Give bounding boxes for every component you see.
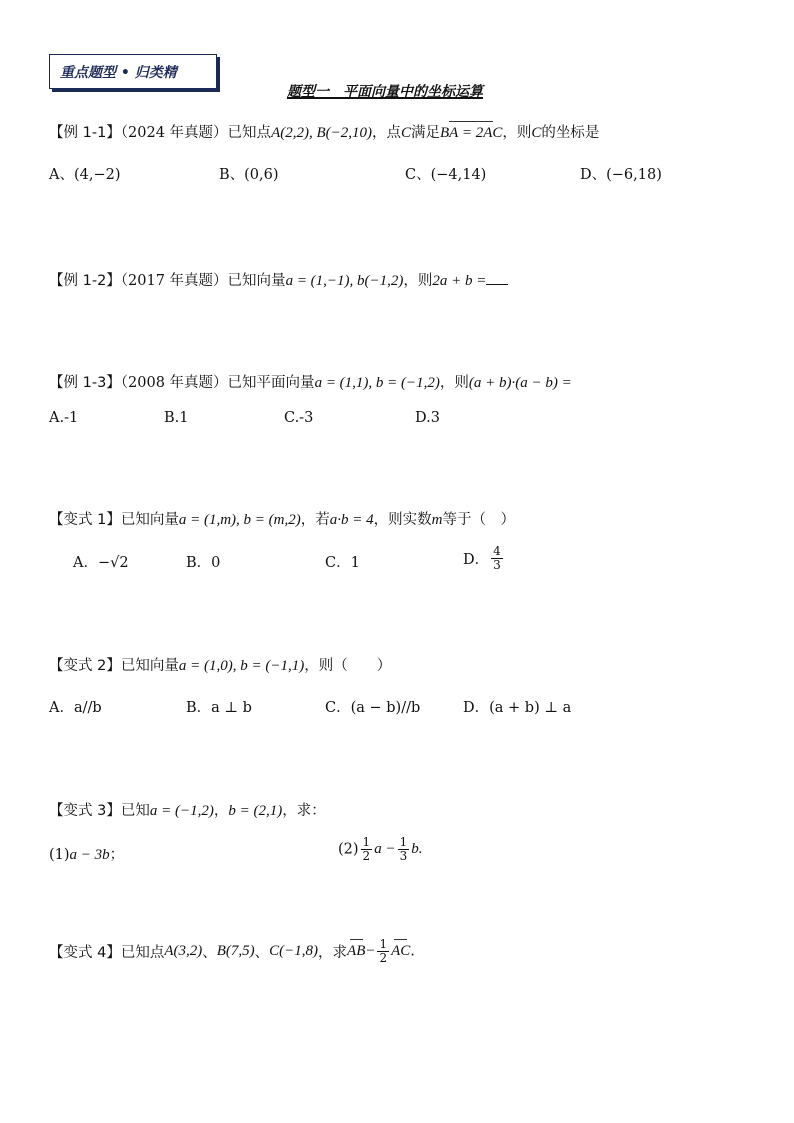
math-points: A(2,2), B(−2,10)	[271, 125, 372, 141]
vector-ac: AC	[391, 943, 411, 959]
option-a: A．a//b	[49, 700, 102, 716]
part-2	[338, 836, 422, 863]
fraction-denominator: 2	[362, 849, 371, 863]
option-a: A、(4,−2)	[49, 167, 121, 183]
question-label: 【变式 3】	[49, 803, 121, 819]
option-b: B．a ⊥ b	[186, 700, 252, 716]
fraction	[398, 836, 410, 863]
question-text: 、	[202, 945, 217, 961]
question-prefix: 已知	[120, 803, 150, 819]
option-c: C．1	[325, 555, 360, 571]
math-expression: a − 3b	[69, 847, 110, 863]
variant-2	[49, 654, 391, 675]
option-b: B、(0,6)	[219, 167, 279, 183]
question-prefix: （2008 年真题）已知平面向量	[120, 375, 315, 391]
question-label: 【变式 2】	[49, 658, 121, 674]
question-label: 【例 1-3】	[49, 375, 121, 391]
fraction-denominator: 2	[379, 951, 388, 965]
section-tag-box	[49, 54, 217, 89]
option-c: C、(−4,14)	[405, 167, 487, 183]
question-label: 【变式 1】	[49, 512, 121, 528]
question-text: 等于（ ）	[442, 512, 515, 528]
question-text: 、	[254, 945, 270, 961]
fraction	[377, 938, 389, 965]
math-operator: −	[365, 943, 376, 959]
question-text: 的坐标是	[541, 125, 600, 141]
option-d: D.3	[415, 410, 440, 426]
option-c: C．(a − b)//b	[325, 700, 421, 716]
option-b: B.1	[164, 410, 189, 426]
question-text: 满足	[411, 125, 441, 141]
vector-equation: BA = 2AC	[440, 125, 503, 141]
fraction-numerator: 1	[379, 937, 388, 951]
section-title: 题型一 平面向量中的坐标运算	[287, 84, 483, 100]
vector-ab: AB	[347, 943, 366, 959]
option-d	[463, 545, 505, 572]
math-vectors: a = (1,0), b = (−1,1)	[178, 658, 305, 674]
fraction-denominator: 3	[493, 558, 501, 572]
fraction-numerator: 1	[362, 835, 371, 849]
math-vector-a: a = (−1,2)	[149, 803, 214, 819]
question-text: ，则（ ）	[304, 658, 392, 674]
question-prefix: （2017 年真题）已知向量	[120, 273, 286, 289]
option-b: B．0	[186, 555, 221, 571]
section-tag-label: 重点题型 • 归类精	[60, 65, 177, 81]
math-condition: a·b = 4	[329, 512, 374, 528]
fraction-numerator: 4	[493, 544, 501, 558]
math-point-c: C(−1,8)	[269, 943, 319, 959]
question-label: 【变式 4】	[49, 945, 121, 961]
option-a: A.-1	[49, 410, 79, 426]
example-1-1	[49, 121, 599, 142]
question-text: ，则实数	[373, 512, 432, 528]
math-expression: 2a + b =	[432, 273, 487, 289]
question-text: ，则	[502, 125, 532, 141]
question-prefix: 已知向量	[120, 512, 179, 528]
option-c: C.-3	[284, 410, 314, 426]
variant-4	[49, 938, 415, 965]
part-number: (1)	[49, 847, 70, 863]
math-point-a: A(3,2)	[164, 943, 203, 959]
math-vectors: a = (1,m), b = (m,2)	[178, 512, 301, 528]
fraction	[491, 545, 503, 572]
math-vectors: a = (1,1), b = (−1,2)	[314, 375, 440, 391]
option-d-label: D．	[463, 552, 490, 568]
question-text: ，求：	[282, 803, 326, 819]
option-d: D．(a + b) ⊥ a	[463, 700, 572, 716]
question-prefix: （2024 年真题）已知点	[120, 125, 272, 141]
question-label: 【例 1-2】	[49, 273, 121, 289]
question-text: ，则	[439, 375, 469, 391]
question-prefix: 已知向量	[120, 658, 179, 674]
answer-blank	[486, 284, 508, 285]
question-text: ；	[109, 847, 125, 863]
question-text: .	[410, 943, 415, 960]
question-label: 【例 1-1】	[49, 125, 121, 141]
math-vector-b: b = (2,1)	[228, 803, 283, 819]
math-expression: (a + b)·(a − b) =	[468, 375, 572, 391]
part-number: (2)	[338, 841, 359, 858]
fraction	[361, 836, 373, 863]
math-expression: b.	[411, 841, 423, 857]
math-var: m	[431, 512, 443, 528]
question-text: ，	[213, 803, 229, 819]
example-1-3	[49, 371, 572, 392]
variant-3	[49, 799, 326, 820]
math-point-b: B(7,5)	[216, 943, 255, 959]
math-var: C	[531, 125, 542, 141]
option-a: A．−√2	[73, 555, 129, 571]
question-text: ，若	[300, 512, 330, 528]
fraction-denominator: 3	[399, 849, 408, 863]
math-vectors: a = (1,−1), b(−1,2)	[285, 273, 404, 289]
question-text: ，点	[372, 125, 401, 141]
question-text: ，求	[318, 945, 348, 961]
part-1	[49, 843, 124, 864]
option-d: D、(−6,18)	[580, 167, 662, 183]
math-expression: a −	[374, 841, 396, 857]
math-var: C	[401, 125, 412, 141]
fraction-numerator: 1	[399, 835, 408, 849]
question-prefix: 已知点	[120, 945, 165, 961]
example-1-2	[49, 269, 508, 290]
question-text: ，则	[403, 273, 433, 289]
variant-1	[49, 508, 515, 529]
